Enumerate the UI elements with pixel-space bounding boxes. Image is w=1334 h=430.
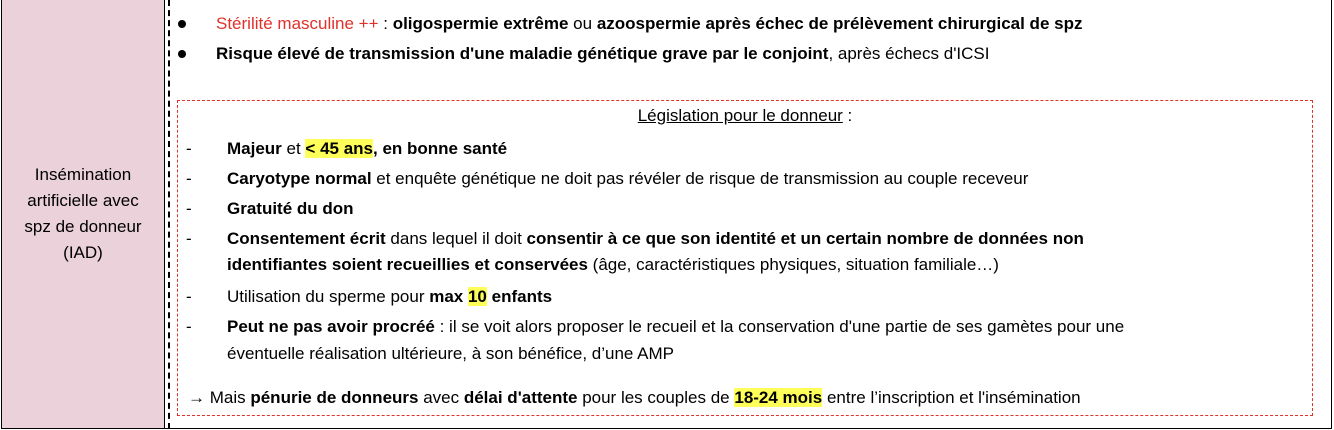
bold-text: Gratuité du don [227, 199, 354, 218]
text: éventuelle réalisation ultérieure, à son bénéfice, d’une AMP [227, 344, 675, 363]
list-item [176, 9, 1082, 39]
dash-marker: - [186, 287, 192, 306]
bold-text: identifiantes soient recueillies et conservées [227, 255, 588, 274]
column-divider [168, 0, 170, 429]
indication-list [176, 9, 1082, 69]
text: : [378, 14, 393, 33]
dash-marker: - [186, 139, 192, 158]
highlighted-text: < 45 ans [305, 139, 373, 158]
text: entre l’inscription et l'insémination [822, 388, 1081, 407]
red-text: Stérilité masculine ++ [216, 14, 379, 33]
highlighted-text: 18-24 mois [734, 388, 823, 407]
bold-text: Peut ne pas avoir procréé [227, 317, 435, 336]
box-title [178, 105, 1312, 127]
bullet-icon [178, 50, 186, 58]
text: et [281, 139, 306, 158]
row-header-cell [2, 0, 165, 428]
text: ou [568, 14, 597, 33]
text: pour les couples de [577, 388, 735, 407]
dash-marker: - [186, 229, 192, 248]
text: Mais [205, 388, 251, 407]
arrow-icon: → [188, 388, 205, 407]
text: et enquête génétique ne doit pas révéler de risque de transmission au couple receveur [371, 169, 1029, 188]
text: (âge, caractéristiques physiques, situation familiale…) [587, 255, 999, 274]
row-label: Insémination artificielle avec spz de donneur (IAD) [24, 165, 142, 262]
box-title-underlined: Législation pour le donneur [637, 106, 843, 125]
text: : il se voit alors proposer le recueil et la conservation d'une partie de ses gamètes pour une [434, 317, 1125, 336]
text: avec [418, 388, 464, 407]
bold-text: Majeur [227, 139, 282, 158]
footer-line [188, 386, 1081, 410]
highlighted-text: 10 [467, 287, 487, 306]
bold-text: consentir à ce que son identité et un certain nombre de données non [526, 229, 1084, 248]
text: , après échecs d'ICSI [828, 44, 990, 63]
bold-text: Risque élevé de transmission d'une maladie génétique grave par le conjoint [216, 44, 829, 63]
list-item [176, 39, 1082, 69]
bold-text: Caryotype normal [227, 169, 372, 188]
bold-text: Consentement écrit [227, 229, 386, 248]
text: Utilisation du sperme pour [227, 287, 430, 306]
bold-text: azoospermie après échec de prélèvement chirurgical de spz [596, 14, 1083, 33]
dash-marker: - [186, 169, 192, 188]
bold-text: oligospermie extrême [392, 14, 569, 33]
bullet-icon [178, 20, 186, 28]
bold-text: , en bonne santé [373, 139, 508, 158]
bold-text: délai d'attente [463, 388, 578, 407]
text: dans lequel il doit [385, 229, 527, 248]
bold-text: pénurie de donneurs [250, 388, 419, 407]
dash-marker: - [186, 199, 192, 218]
dash-marker: - [186, 317, 192, 336]
box-title-suffix: : [842, 106, 853, 125]
bold-text: enfants [486, 287, 553, 306]
bold-text: max [429, 287, 468, 306]
legislation-box [177, 100, 1313, 416]
